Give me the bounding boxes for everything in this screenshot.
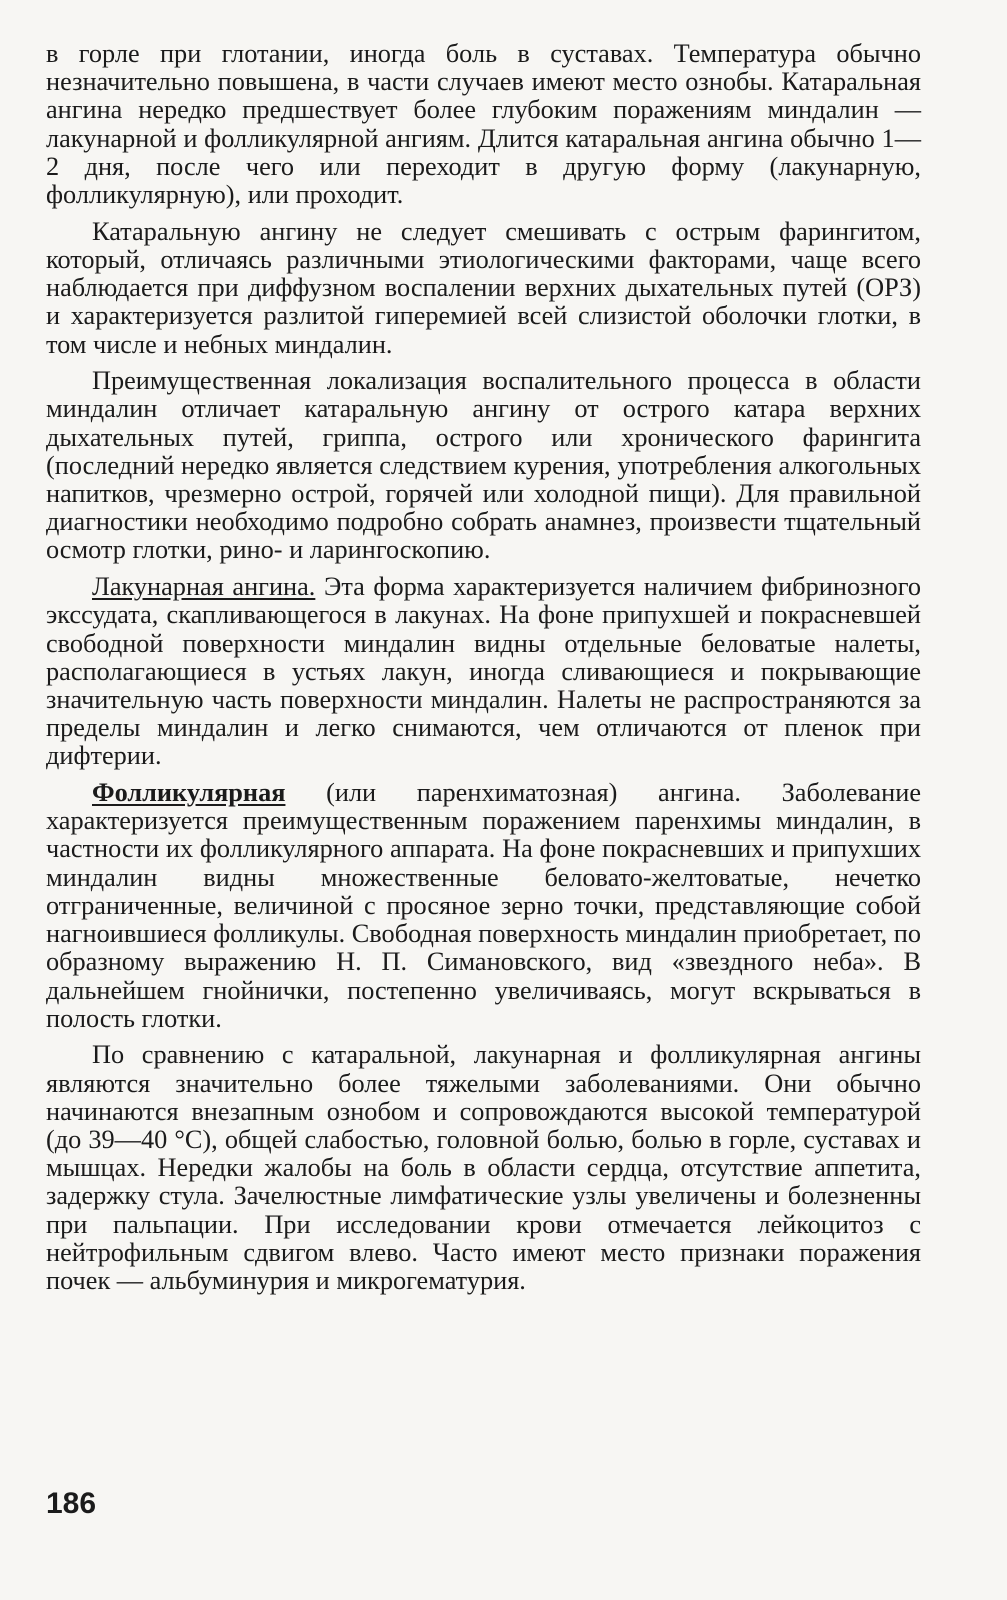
- paragraph-localization: Преимущественная локализация воспалительного процесса в области миндалин отличает катаральную ангину от острого катара верхних дыхательных путей, гриппа, острого или хронического фарингита (последний нередко является следствием курения, употребления алкогольных напитков, чрезмерно острой, горячей или холодной пищи). Для правильной диагностики необходимо подробно собрать анамнез, произвести тщательный осмотр глотки, рино- и ларингоскопию.: [46, 366, 921, 565]
- book-page-text: [46, 40, 921, 1304]
- paragraph-follicular-angina: [46, 779, 921, 1033]
- paragraph-continued: в горле при глотании, иногда боль в суставах. Температура обычно незначительно повышена, в части случаев имеют место ознобы. Катаральная ангина нередко предшествует более глубоким поражениям миндалин — лакунарной и фолликулярной ангиям. Длится катаральная ангина обычно 1—2 дня, после чего или переходит в другую форму (лакунарную, фолликулярную), или проходит.: [46, 39, 921, 210]
- lacunar-angina-text: Эта форма характеризуется наличием фибринозного экссудата, скапливающегося в лакунах. На фоне припухшей и покрасневшей свободной поверхности миндалин видны отдельные беловатые налеты, располагающиеся в устьях лакун, иногда сливающиеся и покрывающие значительную часть поверхности миндалин. Налеты не распространяются за пределы миндалин и легко снимаются, чем отличаются от пленок при дифтерии.: [46, 572, 921, 771]
- page-number: 186: [46, 1487, 97, 1520]
- lacunar-angina-heading: Лакунарная ангина.: [92, 572, 316, 602]
- paragraph-pharyngitis: Катаральную ангину не следует смешивать с острым фарингитом, который, отличаясь различными этиологическими факторами, чаще всего наблюдается при диффузном воспалении верхних дыхательных путей (ОРЗ) и характеризуется разлитой гиперемией всей слизистой оболочки глотки, в том числе и небных миндалин.: [46, 216, 921, 359]
- follicular-angina-text: (или паренхиматозная) ангина. Заболевание характеризуется преимущественным поражением паренхимы миндалин, в частности их фолликулярного аппарата. На фоне покрасневших и припухших миндалин видны множественные беловато-желтоватые, нечетко отграниченные, величиной с просяное зерно точки, представляющие собой нагноившиеся фолликулы. Свободная поверхность миндалин приобретает, по образному выражению Н. П. Симановского, вид «звездного неба». В дальнейшем гнойнички, постепенно увеличиваясь, могут вскрываться в полость глотки.: [46, 778, 921, 1033]
- paragraph-lacunar-angina: [46, 573, 921, 770]
- paragraph-comparison: По сравнению с катаральной, лакунарная и фолликулярная ангины являются значительно более тяжелыми заболеваниями. Они обычно начинаются внезапным ознобом и сопровождаются высокой температурой (до 39—40 °С), общей слабостью, головной болью, болью в горле, суставах и мышцах. Нередки жалобы на боль в области сердца, отсутствие аппетита, задержку стула. Зачелюстные лимфатические узлы увеличены и болезненны при пальпации. При исследовании крови отмечается лейкоцитоз с нейтрофильным сдвигом влево. Часто имеют место признаки поражения почек — альбуминурия и микрогематурия.: [46, 1040, 921, 1296]
- follicular-angina-heading: Фолликулярная: [92, 778, 286, 808]
